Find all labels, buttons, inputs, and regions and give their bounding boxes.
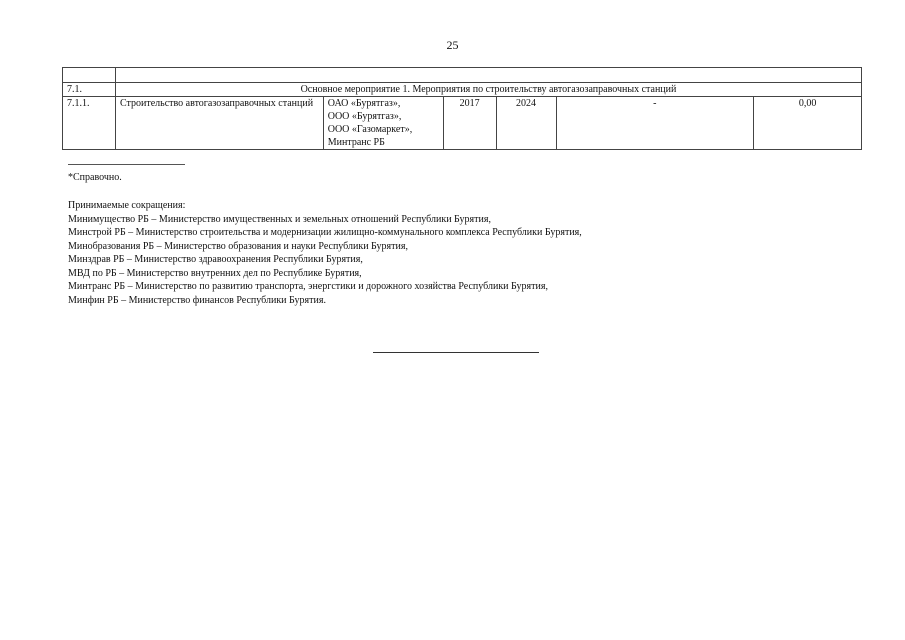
abbreviation-item: Минфин РБ – Министерство финансов Республики Бурятия. — [68, 294, 326, 306]
section-row — [63, 83, 862, 97]
abbreviation-item: Минтранс РБ – Министерство по развитию транспорта, энергстики и дорожного хозяйства Республики Бурятия, — [68, 281, 548, 292]
executor: ООО «Бурятгаз», — [327, 111, 402, 122]
row-activity-name: Строительство автогазозаправочных станций — [115, 97, 323, 150]
abbreviations-block — [68, 199, 582, 307]
executor: ОАО «Бурятгаз», — [327, 98, 401, 109]
abbreviation-item: Минстрой РБ – Министерство строительства и модернизации жилищно-коммунального комплекса Республики Бурятия, — [68, 227, 582, 238]
abbreviation-item: Минимущество РБ – Министерство имущественных и земельных отношений Республики Бурятия, — [68, 213, 491, 225]
row-amount: 0,00 — [754, 97, 862, 150]
row-executors — [323, 97, 443, 150]
row-year-end: 2024 — [496, 97, 556, 150]
row-year-start: 2017 — [443, 97, 496, 150]
executor: Минтранс РБ — [327, 137, 385, 148]
abbreviation-item: Минздрав РБ – Министерство здравоохранения Республики Бурятия, — [68, 254, 363, 265]
table-cell-blank — [115, 68, 861, 83]
abbreviations-heading: Принимаемые сокращения: — [68, 200, 186, 211]
section-title: Основное мероприятие 1. Мероприятия по строительству автогазозаправочных станций — [115, 83, 861, 97]
footnote: *Справочно. — [68, 172, 122, 183]
executor: ООО «Газомаркет», — [327, 124, 413, 135]
abbreviation-item: Минобразования РБ – Министерство образования и науки Республики Бурятия, — [68, 240, 408, 252]
row-indicator: - — [556, 97, 754, 150]
table-cell-blank — [63, 68, 116, 83]
row-number: 7.1.1. — [63, 97, 116, 150]
abbreviation-item: МВД по РБ – Министерство внутренних дел по Республике Бурятия, — [68, 267, 362, 279]
document-end-line — [373, 352, 539, 353]
section-number: 7.1. — [63, 83, 116, 97]
footnote-divider — [68, 164, 185, 165]
abbreviations-list — [68, 213, 582, 308]
activities-table — [62, 67, 862, 150]
table-top-row — [63, 68, 862, 83]
table-row — [63, 97, 862, 150]
page-number: 25 — [446, 38, 459, 52]
